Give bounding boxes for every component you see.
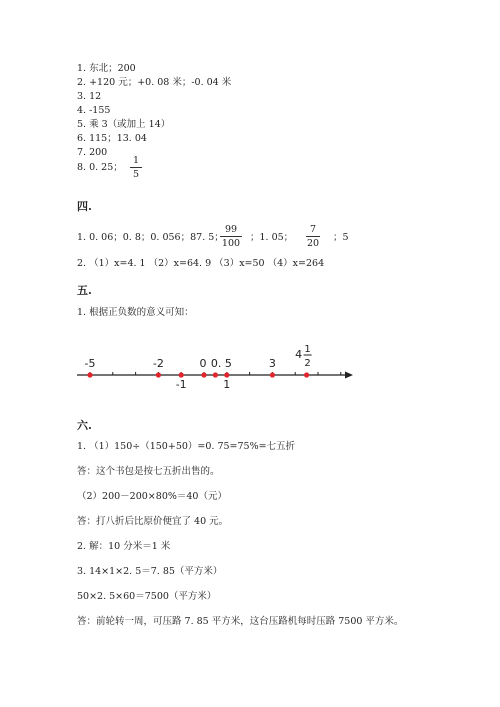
answer-line: 7. 200 <box>77 147 108 158</box>
number-line <box>77 338 357 394</box>
answer-line: 2. +120 元；+0. 08 米；-0. 04 米 <box>77 77 232 88</box>
answer-line: 2. 解：10 分米＝1 米 <box>77 541 171 552</box>
fraction-denominator: 20 <box>306 238 320 249</box>
number-line-point <box>201 372 206 377</box>
fraction-denominator: 100 <box>221 238 241 249</box>
number-line-point <box>224 372 229 377</box>
fraction <box>130 155 142 180</box>
fraction-numerator: 1 <box>132 155 140 166</box>
number-line-point <box>87 372 92 377</box>
answer-line: ；1. 05； <box>250 232 294 243</box>
answer-line: 1. 根据正负数的意义可知： <box>77 307 194 318</box>
answer-line: 5. 乘 3（或加上 14） <box>77 119 171 130</box>
answer-line: ；5 <box>333 232 349 243</box>
fraction-denominator: 5 <box>132 169 140 180</box>
mixed-number-numerator: 1 <box>304 344 311 355</box>
mixed-number-denominator: 2 <box>304 358 311 369</box>
answer-line: 2. （1）x=4. 1 （2）x=64. 9 （3）x=50 （4）x=264 <box>77 258 325 269</box>
section-heading: 四. <box>77 200 92 213</box>
mixed-number-whole: 4 <box>295 348 303 361</box>
answer-line: 1. 0. 06；0. 8；0. 056；87. 5； <box>77 232 224 243</box>
section-heading: 六. <box>77 419 92 432</box>
number-line-point <box>213 372 218 377</box>
arrow-icon <box>345 372 353 379</box>
number-line-label: 1 <box>223 378 231 391</box>
number-line-label: -2 <box>152 357 164 370</box>
answer-line: 答：打八折后比原价便宜了 40 元。 <box>77 516 229 527</box>
fraction-numerator: 7 <box>309 224 317 235</box>
answer-line: 8. 0. 25； <box>77 162 123 173</box>
number-line-point <box>179 372 184 377</box>
answer-line: 3. 12 <box>77 91 102 102</box>
answer-line: 4. -155 <box>77 105 111 116</box>
answer-line: 答：这个书包是按七五折出售的。 <box>77 466 220 477</box>
answer-line: （2）200－200×80%＝40（元） <box>77 491 227 502</box>
answer-line: 50×2. 5×60＝7500（平方米） <box>77 591 217 602</box>
number-line-point <box>304 372 309 377</box>
answer-line: 1. 东北；200 <box>77 63 136 74</box>
answer-line: 6. 115；13. 04 <box>77 133 147 144</box>
fraction-numerator: 99 <box>224 224 238 235</box>
answer-line: 3. 14×1×2. 5＝7. 85（平方米） <box>77 566 223 577</box>
number-line-label: -5 <box>84 357 96 370</box>
number-line-label: 0. 5 <box>210 357 232 370</box>
number-line-label: 0 <box>199 357 207 370</box>
number-line-label: -1 <box>175 378 187 391</box>
section-heading: 五. <box>77 284 92 297</box>
fraction <box>220 224 242 249</box>
number-line-point <box>270 372 275 377</box>
fraction <box>306 224 320 249</box>
answer-line: 1. （1）150÷（150+50）=0. 75=75%=七五折 <box>77 441 296 452</box>
number-line-point <box>156 372 161 377</box>
number-line-label: 3 <box>268 357 276 370</box>
answer-line: 答：前轮转一周，可压路 7. 85 平方米，这台压路机每时压路 7500 平方米。 <box>77 616 404 627</box>
